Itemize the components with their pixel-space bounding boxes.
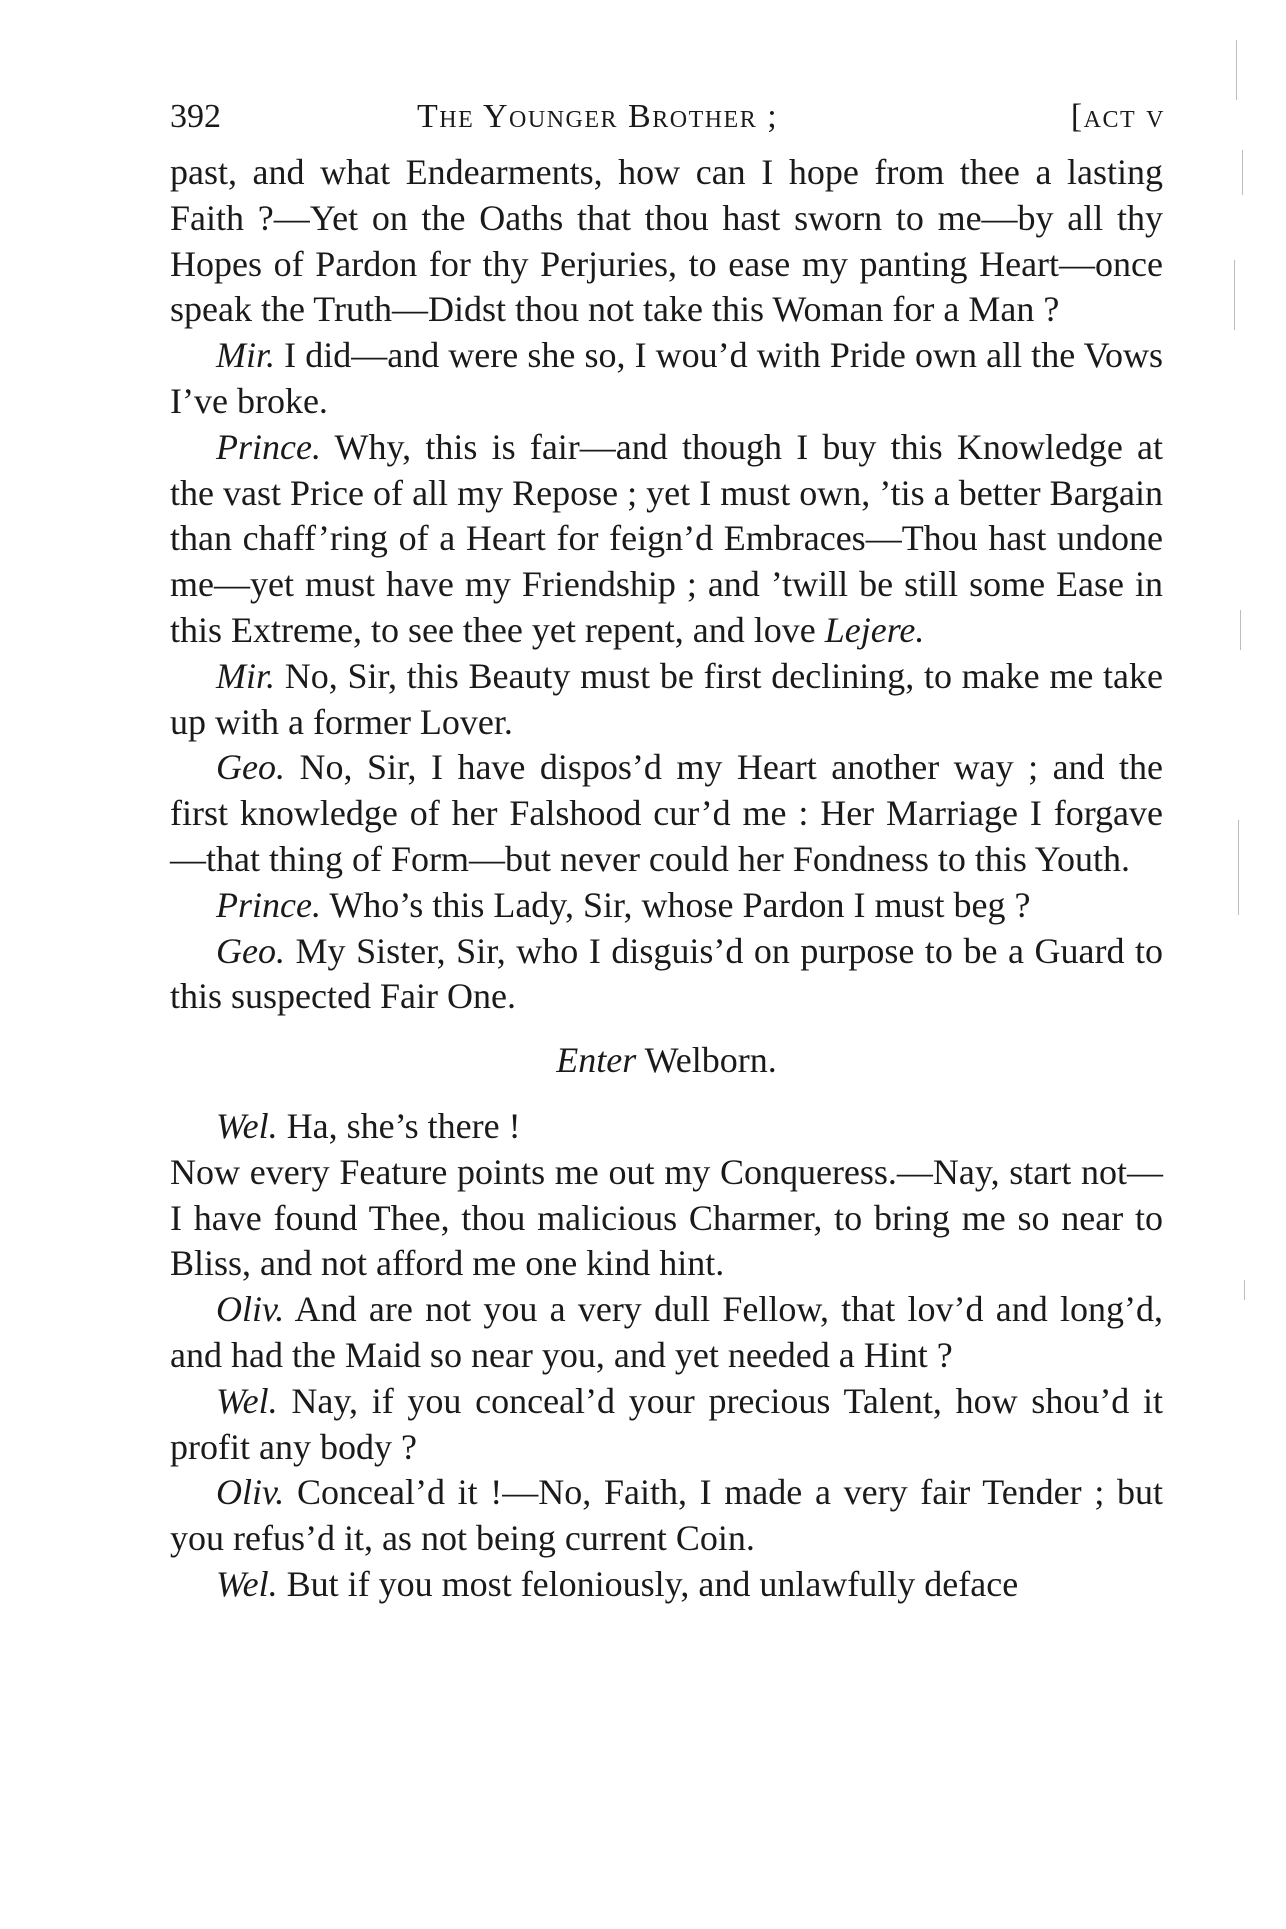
speaker-name: Mir. [216,335,276,376]
stage-direction-enter: Enter [556,1040,637,1081]
stage-direction-name: Welborn. [644,1040,777,1081]
paragraph [170,1150,1163,1287]
speech-text: Ha, she’s there ! [286,1105,521,1146]
page-number: 392 [170,98,221,135]
paragraph [170,1470,1163,1562]
paragraph [170,425,1163,654]
speaker-name: Wel. [216,1105,278,1146]
italic-name: Lejere. [824,609,925,650]
speaker-name: Geo. [216,747,285,788]
paragraph [170,1562,1163,1608]
speaker-name: Oliv. [216,1472,285,1513]
speaker-name: Mir. [216,655,276,696]
speech-text: And are not you a very dull Fellow, that lov’d and long’d, and had the Maid so near you, and yet needed a Hint ? [170,1289,1164,1375]
scan-margin-marks [1228,0,1268,1929]
speech-text: I did—and were she so, I wou’d with Pride own all the Vows I’ve broke. [170,335,1163,421]
speech-text: Who’s this Lady, Sir, whose Pardon I must beg ? [329,884,1031,925]
paragraph [170,1104,1163,1150]
paragraph [170,654,1163,746]
paragraph [170,150,1163,333]
speaker-name: Prince. [216,426,321,467]
speaker-name: Oliv. [216,1289,285,1330]
paragraph [170,333,1163,425]
speech-text: Why, this is fair—and though I buy this Knowledge at the vast Price of all my Repose ; yet I must own, ’tis a better Bargain than chaff’ring of a Heart for feign’d Embraces—Thou hast undone me—yet must have my Friendship ; and ’twill be still some Ease in this Extreme, to see thee yet repent, and love [170,426,1163,650]
paragraph [170,883,1163,929]
speech-text: Now every Feature points me out my Conqueress.—Nay, start not—I have found Thee, thou malicious Charmer, to bring me so near to Bliss, and not afford me one kind hint. [170,1151,1163,1284]
speaker-name: Wel. [216,1563,278,1604]
speaker-name: Wel. [216,1380,278,1421]
body-text [170,150,1163,1608]
speech-text: No, Sir, I have dispos’d my Heart another way ; and the first knowledge of her Falshood cur’d me : Her Marriage I forgave—that thing of Form—but never could her Fondness to this Youth. [170,747,1164,879]
speech-text: past, and what Endearments, how can I hope from thee a lasting Faith ?—Yet on the Oaths that thou hast sworn to me—by all thy Hopes of Pardon for thy Perjuries, to ease my panting Heart—once speak the Truth—Didst thou not take this Woman for a Man ? [170,152,1163,330]
running-head [170,92,1165,142]
speech-text: No, Sir, this Beauty must be first declining, to make me take up with a former Lover. [170,655,1163,742]
speaker-name: Prince. [216,884,321,925]
paragraph [170,745,1163,882]
paragraph [170,1287,1163,1379]
speech-text: But if you most feloniously, and unlawfully deface [286,1563,1019,1604]
act-label: [act v [1070,98,1165,135]
speech-text: Conceal’d it !—No, Faith, I made a very fair Tender ; but you refus’d it, as not being current Coin. [170,1472,1164,1559]
paragraph [170,1379,1163,1471]
stage-direction [170,1038,1163,1084]
speech-text: My Sister, Sir, who I disguis’d on purpose to be a Guard to this suspected Fair One. [170,930,1164,1017]
speech-text: Nay, if you conceal’d your precious Talent, how shou’d it profit any body ? [170,1380,1164,1467]
speaker-name: Geo. [216,930,285,971]
running-title: The Younger Brother ; [417,98,779,135]
paragraph [170,929,1163,1021]
